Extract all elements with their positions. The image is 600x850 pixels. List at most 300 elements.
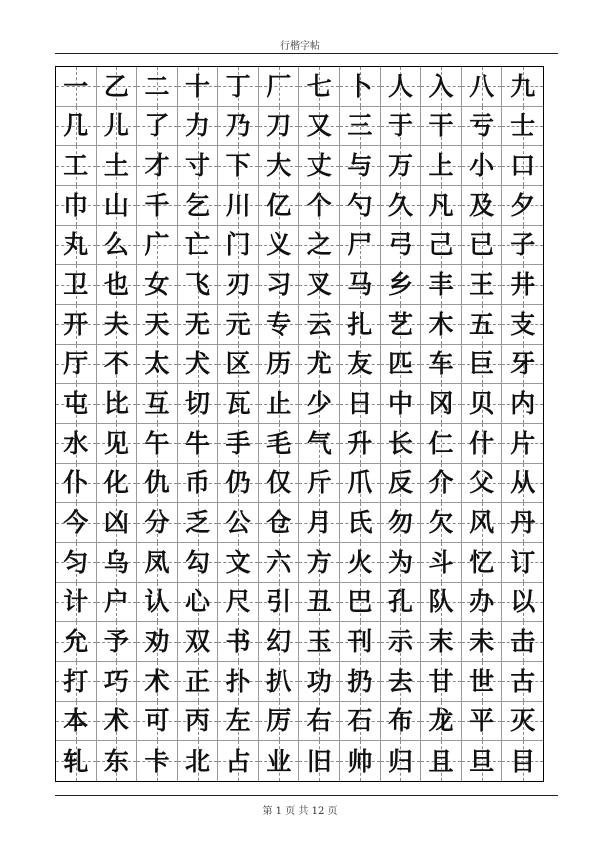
calligraphy-character: 士 bbox=[510, 111, 536, 141]
grid-cell bbox=[259, 345, 300, 385]
grid-cell bbox=[137, 265, 178, 305]
grid-cell bbox=[462, 662, 503, 702]
calligraphy-character: 予 bbox=[103, 627, 129, 657]
calligraphy-character: 干 bbox=[428, 111, 454, 141]
calligraphy-character: 公 bbox=[225, 508, 251, 538]
grid-cell bbox=[502, 146, 543, 186]
calligraphy-character: 巴 bbox=[347, 587, 373, 617]
calligraphy-character: 办 bbox=[469, 587, 495, 617]
grid-cell bbox=[502, 741, 543, 781]
grid-cell bbox=[259, 503, 300, 543]
calligraphy-character: 瓦 bbox=[225, 389, 251, 419]
grid-cell bbox=[381, 702, 422, 742]
grid-cell bbox=[97, 345, 138, 385]
grid-cell bbox=[340, 662, 381, 702]
calligraphy-character: 丰 bbox=[428, 270, 454, 300]
grid-cell bbox=[97, 186, 138, 226]
calligraphy-character: 允 bbox=[63, 627, 89, 657]
calligraphy-character: 左 bbox=[225, 706, 251, 736]
calligraphy-character: 仆 bbox=[63, 468, 89, 498]
grid-cell bbox=[299, 702, 340, 742]
grid-cell bbox=[340, 67, 381, 107]
calligraphy-character: 亡 bbox=[185, 230, 211, 260]
calligraphy-character: 目 bbox=[510, 746, 536, 776]
grid-cell bbox=[218, 107, 259, 147]
calligraphy-character: 古 bbox=[510, 666, 536, 696]
calligraphy-character: 牙 bbox=[510, 349, 536, 379]
calligraphy-character: 么 bbox=[103, 230, 129, 260]
calligraphy-character: 水 bbox=[63, 428, 89, 458]
calligraphy-character: 刃 bbox=[225, 270, 251, 300]
grid-cell bbox=[56, 67, 97, 107]
grid-cell bbox=[502, 186, 543, 226]
grid-cell bbox=[178, 345, 219, 385]
calligraphy-character: 灭 bbox=[510, 706, 536, 736]
page-header-title: 行楷字帖 bbox=[280, 41, 320, 52]
grid-cell bbox=[381, 543, 422, 583]
grid-cell bbox=[178, 503, 219, 543]
grid-cell bbox=[56, 107, 97, 147]
grid-cell bbox=[137, 186, 178, 226]
calligraphy-character: 凤 bbox=[144, 547, 170, 577]
grid-cell bbox=[137, 503, 178, 543]
calligraphy-character: 扔 bbox=[347, 666, 373, 696]
calligraphy-character: 已 bbox=[469, 230, 495, 260]
page-total: 12 bbox=[311, 806, 325, 817]
grid-cell bbox=[259, 186, 300, 226]
calligraphy-character: 卫 bbox=[63, 270, 89, 300]
grid-cell bbox=[502, 702, 543, 742]
calligraphy-character: 什 bbox=[469, 428, 495, 458]
grid-cell bbox=[137, 583, 178, 623]
calligraphy-character: 今 bbox=[63, 508, 89, 538]
calligraphy-character: 乌 bbox=[103, 547, 129, 577]
grid-cell bbox=[502, 583, 543, 623]
grid-cell bbox=[97, 583, 138, 623]
calligraphy-character: 术 bbox=[144, 666, 170, 696]
calligraphy-character: 丹 bbox=[510, 508, 536, 538]
calligraphy-character: 无 bbox=[185, 309, 211, 339]
calligraphy-character: 为 bbox=[387, 547, 413, 577]
calligraphy-character: 犬 bbox=[185, 349, 211, 379]
grid-cell bbox=[218, 146, 259, 186]
calligraphy-character: 习 bbox=[266, 270, 292, 300]
calligraphy-character: 亿 bbox=[266, 190, 292, 220]
grid-cell bbox=[56, 146, 97, 186]
calligraphy-character: 车 bbox=[428, 349, 454, 379]
calligraphy-character: 仓 bbox=[266, 508, 292, 538]
calligraphy-character: 巾 bbox=[63, 190, 89, 220]
calligraphy-character: 又 bbox=[306, 111, 332, 141]
grid-cell bbox=[340, 226, 381, 266]
grid-cell bbox=[381, 503, 422, 543]
grid-cell bbox=[178, 186, 219, 226]
calligraphy-character: 匀 bbox=[63, 547, 89, 577]
grid-cell bbox=[299, 622, 340, 662]
calligraphy-character: 五 bbox=[469, 309, 495, 339]
grid-cell bbox=[502, 345, 543, 385]
grid-cell bbox=[340, 345, 381, 385]
grid-cell bbox=[381, 186, 422, 226]
calligraphy-character: 专 bbox=[266, 309, 292, 339]
grid-cell bbox=[340, 622, 381, 662]
grid-cell bbox=[421, 503, 462, 543]
calligraphy-character: 示 bbox=[387, 627, 413, 657]
calligraphy-character: 与 bbox=[347, 151, 373, 181]
grid-cell bbox=[97, 305, 138, 345]
grid-cell bbox=[259, 146, 300, 186]
grid-cell bbox=[137, 702, 178, 742]
grid-cell bbox=[421, 186, 462, 226]
grid-cell bbox=[218, 265, 259, 305]
calligraphy-character: 个 bbox=[306, 190, 332, 220]
grid-cell bbox=[56, 702, 97, 742]
grid-cell bbox=[259, 702, 300, 742]
calligraphy-character: 区 bbox=[225, 349, 251, 379]
calligraphy-character: 忆 bbox=[469, 547, 495, 577]
grid-cell bbox=[340, 583, 381, 623]
grid-cell bbox=[502, 662, 543, 702]
calligraphy-character: 升 bbox=[347, 428, 373, 458]
grid-cell bbox=[421, 702, 462, 742]
grid-cell bbox=[462, 226, 503, 266]
header-rule bbox=[55, 53, 558, 54]
calligraphy-character: 牛 bbox=[185, 428, 211, 458]
calligraphy-character: 勺 bbox=[347, 190, 373, 220]
grid-cell bbox=[97, 226, 138, 266]
grid-cell bbox=[97, 741, 138, 781]
calligraphy-character: 末 bbox=[428, 627, 454, 657]
calligraphy-character: 天 bbox=[144, 309, 170, 339]
calligraphy-character: 川 bbox=[225, 190, 251, 220]
grid-cell bbox=[56, 186, 97, 226]
grid-cell bbox=[299, 146, 340, 186]
grid-cell bbox=[137, 305, 178, 345]
calligraphy-character: 马 bbox=[347, 270, 373, 300]
grid-cell bbox=[340, 146, 381, 186]
grid-cell bbox=[421, 662, 462, 702]
grid-cell bbox=[299, 345, 340, 385]
calligraphy-character: 龙 bbox=[428, 706, 454, 736]
calligraphy-character: 月 bbox=[306, 508, 332, 538]
calligraphy-character: 仁 bbox=[428, 428, 454, 458]
grid-cell bbox=[137, 226, 178, 266]
grid-cell bbox=[97, 464, 138, 504]
grid-cell bbox=[462, 265, 503, 305]
grid-cell bbox=[299, 503, 340, 543]
grid-cell bbox=[259, 384, 300, 424]
grid-cell bbox=[340, 503, 381, 543]
grid-cell bbox=[137, 345, 178, 385]
grid-cell bbox=[56, 662, 97, 702]
grid-cell bbox=[97, 702, 138, 742]
calligraphy-character: 山 bbox=[103, 190, 129, 220]
grid-cell bbox=[178, 583, 219, 623]
grid-cell bbox=[462, 583, 503, 623]
grid-cell bbox=[259, 226, 300, 266]
grid-cell bbox=[259, 265, 300, 305]
calligraphy-character: 了 bbox=[144, 111, 170, 141]
calligraphy-character: 帅 bbox=[347, 746, 373, 776]
grid-cell bbox=[502, 305, 543, 345]
calligraphy-character: 止 bbox=[266, 389, 292, 419]
grid-cell bbox=[462, 503, 503, 543]
grid-cell bbox=[178, 67, 219, 107]
grid-cell bbox=[137, 622, 178, 662]
grid-cell bbox=[381, 424, 422, 464]
grid-cell bbox=[502, 226, 543, 266]
grid-cell bbox=[299, 662, 340, 702]
calligraphy-character: 轧 bbox=[63, 746, 89, 776]
grid-cell bbox=[218, 67, 259, 107]
grid-cell bbox=[502, 107, 543, 147]
calligraphy-character: 扒 bbox=[266, 666, 292, 696]
calligraphy-character: 艺 bbox=[387, 309, 413, 339]
grid-cell bbox=[137, 543, 178, 583]
grid-cell bbox=[178, 107, 219, 147]
calligraphy-character: 才 bbox=[144, 151, 170, 181]
grid-cell bbox=[462, 464, 503, 504]
calligraphy-character: 卡 bbox=[144, 746, 170, 776]
grid-cell bbox=[421, 107, 462, 147]
calligraphy-character: 广 bbox=[144, 230, 170, 260]
calligraphy-character: 刊 bbox=[347, 627, 373, 657]
calligraphy-character: 巨 bbox=[469, 349, 495, 379]
grid-cell bbox=[381, 226, 422, 266]
grid-cell bbox=[97, 107, 138, 147]
grid-cell bbox=[259, 107, 300, 147]
grid-cell bbox=[462, 67, 503, 107]
calligraphy-character: 女 bbox=[144, 270, 170, 300]
grid-cell bbox=[218, 345, 259, 385]
calligraphy-character: 扎 bbox=[347, 309, 373, 339]
calligraphy-character: 平 bbox=[469, 706, 495, 736]
calligraphy-character: 氏 bbox=[347, 508, 373, 538]
grid-cell bbox=[259, 741, 300, 781]
calligraphy-character: 手 bbox=[225, 428, 251, 458]
calligraphy-character: 叉 bbox=[306, 270, 332, 300]
calligraphy-character: 币 bbox=[185, 468, 211, 498]
grid-cell bbox=[97, 622, 138, 662]
calligraphy-character: 卜 bbox=[347, 71, 373, 101]
grid-cell bbox=[340, 702, 381, 742]
calligraphy-character: 内 bbox=[510, 389, 536, 419]
grid-cell bbox=[340, 107, 381, 147]
grid-cell bbox=[218, 662, 259, 702]
grid-cell bbox=[137, 424, 178, 464]
grid-cell bbox=[218, 464, 259, 504]
calligraphy-character: 尸 bbox=[347, 230, 373, 260]
calligraphy-character: 下 bbox=[225, 151, 251, 181]
grid-cell bbox=[178, 662, 219, 702]
grid-cell bbox=[218, 226, 259, 266]
grid-cell bbox=[381, 67, 422, 107]
grid-cell bbox=[381, 265, 422, 305]
grid-cell bbox=[421, 345, 462, 385]
grid-cell bbox=[381, 622, 422, 662]
calligraphy-character: 刀 bbox=[266, 111, 292, 141]
grid-cell bbox=[137, 662, 178, 702]
calligraphy-character: 扑 bbox=[225, 666, 251, 696]
grid-cell bbox=[259, 305, 300, 345]
grid-cell bbox=[502, 543, 543, 583]
character-grid bbox=[56, 67, 543, 781]
calligraphy-character: 文 bbox=[225, 547, 251, 577]
calligraphy-character: 飞 bbox=[185, 270, 211, 300]
calligraphy-character: 火 bbox=[347, 547, 373, 577]
calligraphy-character: 千 bbox=[144, 190, 170, 220]
grid-cell bbox=[462, 146, 503, 186]
grid-cell bbox=[299, 226, 340, 266]
calligraphy-character: 工 bbox=[63, 151, 89, 181]
calligraphy-character: 布 bbox=[387, 706, 413, 736]
grid-cell bbox=[56, 464, 97, 504]
calligraphy-character: 少 bbox=[306, 389, 332, 419]
calligraphy-character: 乙 bbox=[103, 71, 129, 101]
calligraphy-character: 中 bbox=[387, 389, 413, 419]
calligraphy-character: 乡 bbox=[387, 270, 413, 300]
calligraphy-character: 石 bbox=[347, 706, 373, 736]
calligraphy-character: 比 bbox=[103, 389, 129, 419]
grid-cell bbox=[259, 424, 300, 464]
calligraphy-character: 见 bbox=[103, 428, 129, 458]
grid-cell bbox=[97, 265, 138, 305]
grid-cell bbox=[421, 265, 462, 305]
calligraphy-character: 引 bbox=[266, 587, 292, 617]
grid-cell bbox=[218, 543, 259, 583]
grid-cell bbox=[299, 583, 340, 623]
calligraphy-character: 本 bbox=[63, 706, 89, 736]
grid-cell bbox=[299, 543, 340, 583]
calligraphy-character: 十 bbox=[185, 71, 211, 101]
calligraphy-character: 反 bbox=[387, 468, 413, 498]
calligraphy-character: 丸 bbox=[63, 230, 89, 260]
calligraphy-character: 互 bbox=[144, 389, 170, 419]
grid-cell bbox=[97, 543, 138, 583]
calligraphy-character: 几 bbox=[63, 111, 89, 141]
calligraphy-character: 匹 bbox=[387, 349, 413, 379]
calligraphy-character: 不 bbox=[103, 349, 129, 379]
calligraphy-character: 贝 bbox=[469, 389, 495, 419]
grid-cell bbox=[340, 741, 381, 781]
calligraphy-character: 一 bbox=[63, 71, 89, 101]
footer-rule bbox=[55, 795, 558, 796]
calligraphy-character: 父 bbox=[469, 468, 495, 498]
grid-cell bbox=[462, 305, 503, 345]
grid-cell bbox=[218, 741, 259, 781]
calligraphy-character: 太 bbox=[144, 349, 170, 379]
calligraphy-character: 爪 bbox=[347, 468, 373, 498]
calligraphy-character: 小 bbox=[469, 151, 495, 181]
grid-cell bbox=[421, 622, 462, 662]
calligraphy-character: 且 bbox=[428, 746, 454, 776]
calligraphy-character: 人 bbox=[387, 71, 413, 101]
grid-cell bbox=[340, 384, 381, 424]
grid-cell bbox=[56, 265, 97, 305]
grid-cell bbox=[137, 107, 178, 147]
calligraphy-character: 力 bbox=[185, 111, 211, 141]
grid-cell bbox=[462, 741, 503, 781]
grid-cell bbox=[299, 464, 340, 504]
calligraphy-character: 勿 bbox=[387, 508, 413, 538]
grid-cell bbox=[421, 464, 462, 504]
calligraphy-character: 门 bbox=[225, 230, 251, 260]
calligraphy-character: 支 bbox=[510, 309, 536, 339]
grid-cell bbox=[259, 543, 300, 583]
grid-cell bbox=[218, 424, 259, 464]
grid-cell bbox=[218, 384, 259, 424]
grid-cell bbox=[299, 186, 340, 226]
grid-cell bbox=[462, 384, 503, 424]
calligraphy-character: 业 bbox=[266, 746, 292, 776]
grid-cell bbox=[218, 583, 259, 623]
calligraphy-character: 切 bbox=[185, 389, 211, 419]
calligraphy-character: 击 bbox=[510, 627, 536, 657]
grid-cell bbox=[218, 305, 259, 345]
calligraphy-character: 乞 bbox=[185, 190, 211, 220]
grid-cell bbox=[137, 741, 178, 781]
grid-cell bbox=[56, 583, 97, 623]
calligraphy-character: 方 bbox=[306, 547, 332, 577]
calligraphy-character: 井 bbox=[510, 270, 536, 300]
grid-cell bbox=[299, 67, 340, 107]
grid-cell bbox=[381, 464, 422, 504]
calligraphy-character: 计 bbox=[63, 587, 89, 617]
grid-cell bbox=[56, 384, 97, 424]
grid-cell bbox=[421, 424, 462, 464]
calligraphy-character: 孔 bbox=[387, 587, 413, 617]
calligraphy-character: 夕 bbox=[510, 190, 536, 220]
grid-cell bbox=[56, 424, 97, 464]
grid-cell bbox=[299, 741, 340, 781]
grid-cell bbox=[421, 741, 462, 781]
page-prefix: 第 bbox=[262, 806, 273, 817]
grid-cell bbox=[462, 543, 503, 583]
grid-cell bbox=[178, 424, 219, 464]
calligraphy-character: 玉 bbox=[306, 627, 332, 657]
calligraphy-character: 东 bbox=[103, 746, 129, 776]
calligraphy-character: 八 bbox=[469, 71, 495, 101]
page-current: 1 bbox=[275, 806, 283, 817]
practice-grid-frame bbox=[55, 66, 544, 782]
calligraphy-character: 日 bbox=[347, 389, 373, 419]
calligraphy-character: 劝 bbox=[144, 627, 170, 657]
calligraphy-character: 归 bbox=[387, 746, 413, 776]
grid-cell bbox=[178, 543, 219, 583]
calligraphy-character: 心 bbox=[185, 587, 211, 617]
grid-cell bbox=[218, 622, 259, 662]
grid-cell bbox=[421, 305, 462, 345]
calligraphy-character: 元 bbox=[225, 309, 251, 339]
calligraphy-character: 于 bbox=[387, 111, 413, 141]
grid-cell bbox=[56, 345, 97, 385]
grid-cell bbox=[97, 384, 138, 424]
grid-cell bbox=[502, 67, 543, 107]
calligraphy-character: 可 bbox=[144, 706, 170, 736]
grid-cell bbox=[178, 384, 219, 424]
calligraphy-character: 订 bbox=[510, 547, 536, 577]
grid-cell bbox=[502, 622, 543, 662]
calligraphy-character: 七 bbox=[306, 71, 332, 101]
grid-cell bbox=[421, 67, 462, 107]
calligraphy-character: 丑 bbox=[306, 587, 332, 617]
grid-cell bbox=[462, 702, 503, 742]
calligraphy-character: 尤 bbox=[306, 349, 332, 379]
grid-cell bbox=[97, 67, 138, 107]
grid-cell bbox=[340, 543, 381, 583]
grid-cell bbox=[97, 146, 138, 186]
grid-cell bbox=[381, 305, 422, 345]
